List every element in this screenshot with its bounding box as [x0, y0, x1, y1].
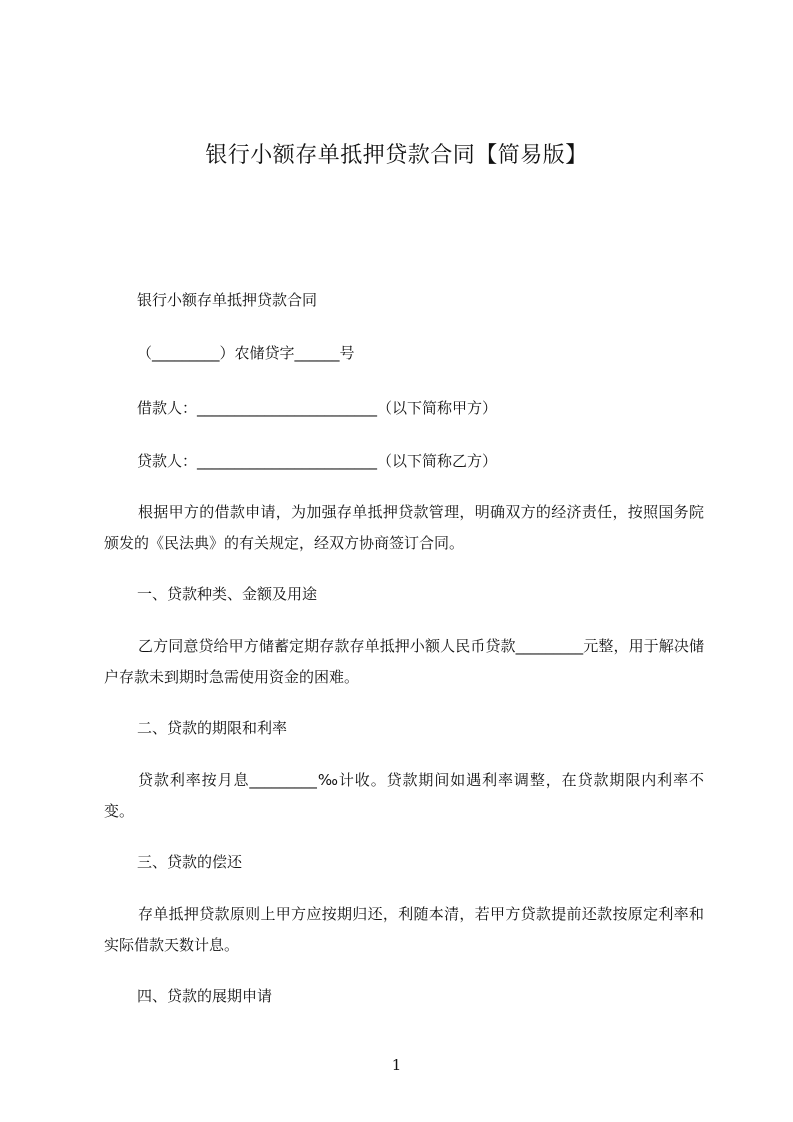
borrower-line: 借款人：________________________（以下简称甲方）	[137, 399, 498, 417]
section-body-3: 存单抵押贷款原则上甲方应按期归还，利随本清，若甲方贷款提前还款按原定利率和实际借款天数计息。	[104, 905, 704, 954]
intro-paragraph: 根据甲方的借款申请，为加强存单抵押贷款管理，明确双方的经济责任，按照国务院颁发的《民法典》的有关规定，经双方协商签订合同。	[104, 503, 704, 552]
section-heading-4: 四、贷款的展期申请	[137, 987, 273, 1005]
document-subtitle: 银行小额存单抵押贷款合同	[137, 291, 318, 309]
section-heading-3: 三、贷款的偿还	[137, 853, 243, 871]
lender-line: 贷款人：________________________（以下简称乙方）	[137, 452, 498, 470]
section-body-1: 乙方同意贷给甲方储蓄定期存款存单抵押小额人民币贷款_________元整，用于解决储户存款未到期时急需使用资金的困难。	[104, 637, 704, 686]
section-heading-2: 二、贷款的期限和利率	[137, 719, 288, 737]
contract-number-line: （_________）农储贷字______号	[137, 344, 355, 362]
document-title: 银行小额存单抵押贷款合同【简易版】	[205, 143, 588, 168]
page-number: 1	[391, 1056, 402, 1074]
section-body-2: 贷款利率按月息_________‰计收。贷款期间如遇利率调整，在贷款期限内利率不变。	[104, 771, 704, 820]
section-heading-1: 一、贷款种类、金额及用途	[137, 585, 318, 603]
